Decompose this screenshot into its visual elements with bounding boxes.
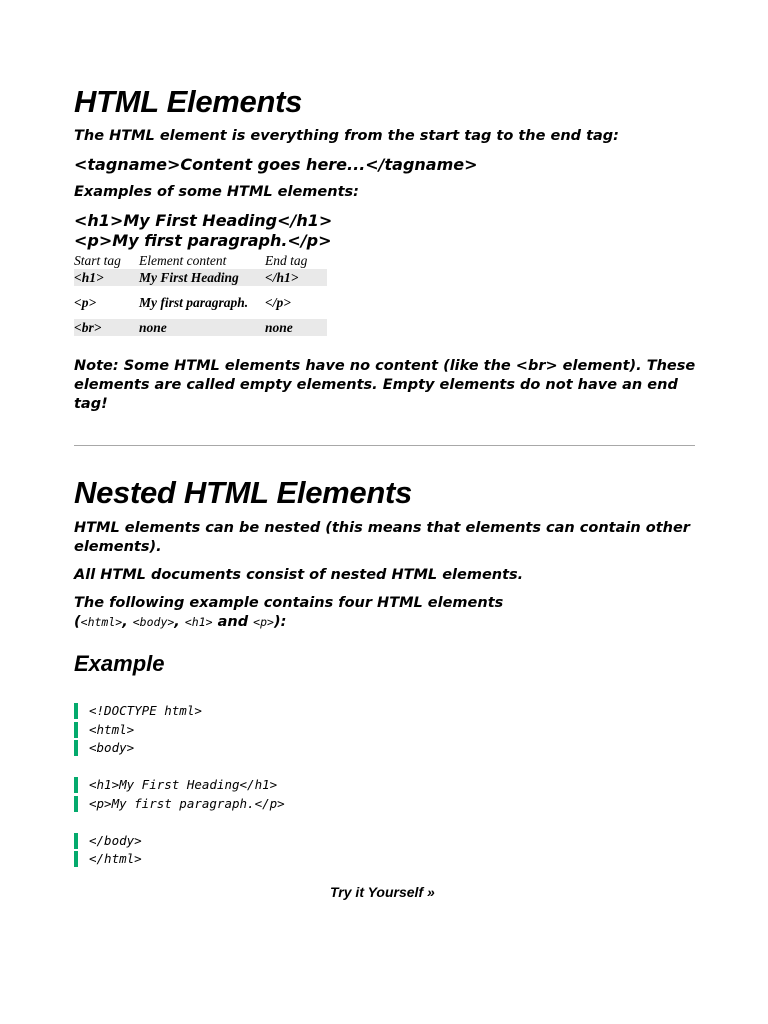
examples-label: Examples of some HTML elements: [74,184,359,200]
example-paragraph-line: <p>My first paragraph.</p> [74,231,332,250]
inline-code-p: <p> [253,615,274,629]
code-line: </html> [74,850,285,869]
inline-code-h1: <h1> [184,615,213,629]
inline-code-html: <html> [80,615,123,629]
note-paragraph: Note: Some HTML elements have no content (like the <br> element). These elements are called empty elements. Empty elements do not have an end tag! [74,358,696,412]
table-cell: My First Heading [139,269,265,286]
paren-close: ): [273,614,287,630]
and-text: and [212,614,254,630]
code-line: <body> [74,739,285,758]
table-row [74,286,327,319]
separator: , [174,614,185,630]
table-cell: <h1> [74,269,139,286]
try-it-yourself-link[interactable]: Try it Yourself » [330,884,435,900]
table-header-cell: End tag [265,253,308,268]
table-row [74,319,327,336]
nested-paragraph: HTML elements can be nested (this means that elements can contain other elements). [74,520,690,555]
code-line: <!DOCTYPE html> [74,702,285,721]
code-line-blank [74,758,285,777]
table-cell: My first paragraph. [139,294,249,310]
code-example-block [74,702,285,869]
section-divider [74,445,695,446]
example-heading: Example [74,651,165,676]
section-title-nested-elements: Nested HTML Elements [74,475,412,510]
documents-paragraph: All HTML documents consist of nested HTML elements. [74,567,524,583]
code-line-blank [74,813,285,832]
elements-table [74,253,327,336]
four-elements-paragraph: The following example contains four HTML elements [74,595,504,611]
intro-paragraph: The HTML element is everything from the start tag to the end tag: [74,128,619,144]
table-header-row [74,253,327,269]
table-cell: </h1> [265,269,327,286]
table-header-cell: Element content [139,253,227,268]
code-line: <p>My first paragraph.</p> [74,795,285,814]
table-cell: </p> [265,294,291,310]
table-cell: none [139,319,265,336]
table-cell: <p> [74,294,97,310]
table-row [74,269,327,286]
code-line: <h1>My First Heading</h1> [74,776,285,795]
table-header-cell: Start tag [74,253,121,268]
section-title-html-elements: HTML Elements [74,84,303,119]
inline-code-body: <body> [132,615,175,629]
syntax-example: <tagname>Content goes here...</tagname> [74,155,478,174]
code-line: </body> [74,832,285,851]
table-cell: none [265,319,327,336]
table-cell: <br> [74,319,139,336]
four-elements-list [74,613,286,632]
example-heading-line: <h1>My First Heading</h1> [74,211,333,230]
code-line: <html> [74,721,285,740]
separator: , [122,614,133,630]
paren-open: ( [74,614,81,630]
